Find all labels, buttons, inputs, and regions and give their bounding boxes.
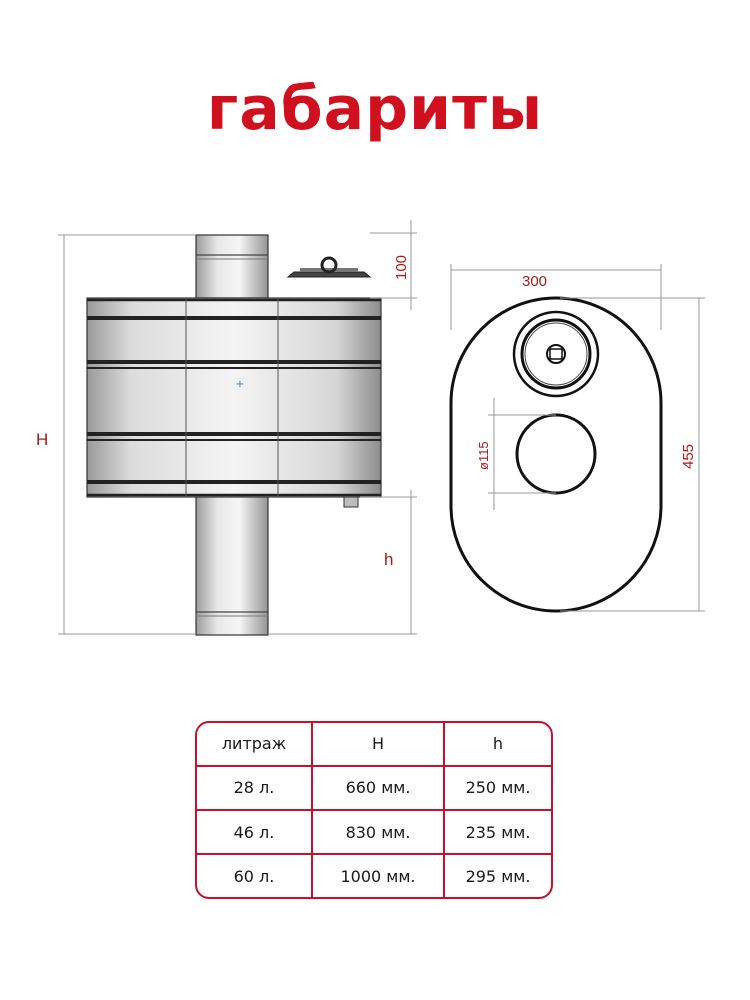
table-cell: 830 мм. [312, 810, 444, 854]
drain-fitting [344, 497, 358, 507]
tank-body [87, 298, 381, 497]
table-cell: 660 мм. [312, 766, 444, 810]
table-header-cell: h [444, 723, 551, 766]
dim-H-label: H [36, 430, 49, 449]
table-cell: 235 мм. [444, 810, 551, 854]
upper-pipe [196, 235, 268, 298]
table-cell: 1000 мм. [312, 854, 444, 897]
table-row [197, 854, 551, 897]
lower-pipe [196, 497, 268, 635]
dimensions-table [195, 721, 553, 899]
table-header-row [197, 723, 551, 766]
table-header-cell: литраж [197, 723, 312, 766]
dim-100-label: 100 [393, 254, 410, 280]
dim-455-label: 455 [680, 443, 697, 469]
table-cell: 295 мм. [444, 854, 551, 897]
side-view [87, 235, 381, 635]
table-row [197, 766, 551, 810]
table-cell: 250 мм. [444, 766, 551, 810]
table-row [197, 810, 551, 854]
dim-h-label: h [384, 550, 394, 569]
table-cell: 60 л. [197, 854, 312, 897]
table-cell: 28 л. [197, 766, 312, 810]
page-title: габариты [206, 74, 544, 144]
svg-text:+: + [235, 379, 245, 390]
dim-300-label: 300 [522, 273, 548, 290]
table-cell: 46 л. [197, 810, 312, 854]
table-header-cell: H [312, 723, 444, 766]
lid-handle [288, 258, 370, 277]
dim-115-label: ø115 [476, 441, 491, 470]
